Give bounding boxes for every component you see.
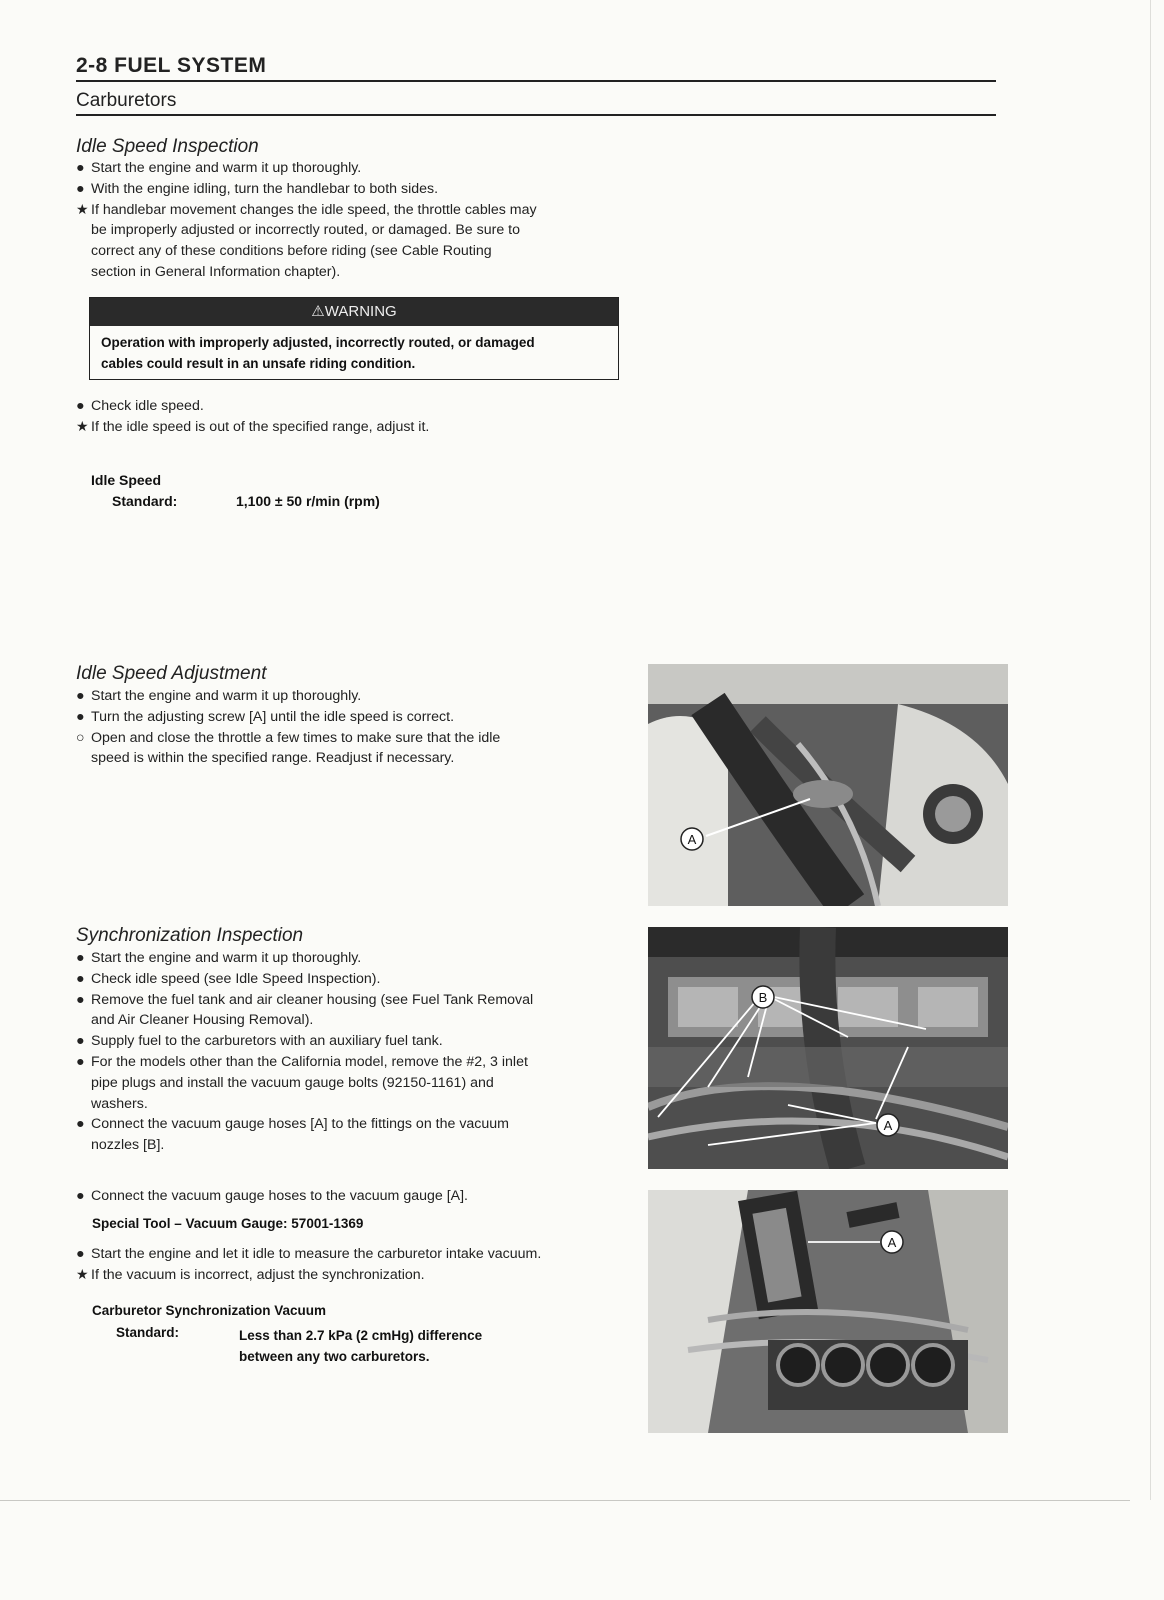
photo-vacuum-nozzles [648,927,1008,1169]
measure-vacuum-steps [76,1244,621,1286]
callout-label-b: B [758,990,768,1005]
spec-sync-vacuum-title: Carburetor Synchronization Vacuum [92,1303,327,1318]
step-continuation: be improperly adjusted or incorrectly routed, or damaged. Be sure to [91,222,520,239]
step: ● Supply fuel to the carburetors with an auxiliary fuel tank. [76,1033,443,1050]
step-continuation: washers. [91,1095,148,1112]
warning-label: WARNING [324,303,397,320]
special-tool: Special Tool – Vacuum Gauge: 57001-1369 [92,1216,364,1231]
step: ○ Open and close the throttle a few times to make sure that the idle [76,729,501,746]
section-rule [76,114,996,116]
page-edge-vertical [1150,0,1151,1500]
step-continuation: nozzles [B]. [91,1137,165,1154]
step: ★ If the idle speed is out of the specified range, adjust it. [76,418,430,435]
warning-box [89,297,619,380]
step: ★ If handlebar movement changes the idle speed, the throttle cables may [76,201,537,218]
step: ● Connect the vacuum gauge hoses [A] to the fittings on the vacuum [76,1116,509,1133]
warning-text: Operation with improperly adjusted, incorrectly routed, or damaged cables could result in an unsafe riding condition. [101,335,535,371]
step: ● Connect the vacuum gauge hoses to the vacuum gauge [A]. [76,1188,469,1204]
step-continuation: correct any of these conditions before riding (see Cable Routing [91,243,492,260]
warning-header [90,298,618,326]
vacuum-gauge-step [76,1186,621,1207]
callout-label-a: A [883,1118,893,1133]
idle-inspection-steps [76,158,621,283]
heading-idle-speed-inspection: Idle Speed Inspection [76,136,259,157]
heading-idle-speed-adjustment: Idle Speed Adjustment [76,663,267,684]
photo-vacuum-gauge [648,1190,1008,1433]
header-rule [76,80,996,82]
spec-idle-speed-label: Standard: [112,493,178,509]
idle-adjustment-steps [76,686,621,769]
step: ● With the engine idling, turn the handlebar to both sides. [76,180,439,197]
idle-check-steps [76,396,621,438]
heading-synchronization-inspection: Synchronization Inspection [76,925,304,946]
step: ● For the models other than the California model, remove the #2, 3 inlet [76,1053,528,1070]
step-continuation: pipe plugs and install the vacuum gauge bolts (92150-1161) and [91,1074,494,1091]
step-continuation: speed is within the specified range. Readjust if necessary. [91,750,455,767]
step: ● Start the engine and warm it up thoroughly. [76,950,362,966]
spec-sync-vacuum-label: Standard: [116,1325,180,1340]
section-title: Carburetors [76,90,177,111]
step-continuation: section in General Information chapter). [91,263,341,280]
spec-sync-vacuum-value: Less than 2.7 kPa (2 cmHg) difference between any two carburetors. [239,1328,483,1364]
step: ● Start the engine and let it idle to measure the carburetor intake vacuum. [76,1246,542,1262]
step-continuation: and Air Cleaner Housing Removal). [91,1012,314,1029]
spec-idle-speed-title: Idle Speed [91,472,162,488]
step: ● Check idle speed. [76,398,204,414]
photo-idle-adjusting-screw [648,664,1008,906]
step: ● Start the engine and warm it up thoroughly. [76,160,362,176]
warning-triangle-icon: ⚠ [311,303,325,320]
step: ● Turn the adjusting screw [A] until the idle speed is correct. [76,708,455,725]
page-edge-line [0,1500,1130,1501]
callout-label-a: A [687,832,697,847]
step: ● Remove the fuel tank and air cleaner housing (see Fuel Tank Removal [76,991,534,1008]
sync-inspection-steps [76,948,621,1156]
step: ● Check idle speed (see Idle Speed Inspection). [76,970,381,987]
step: ★ If the vacuum is incorrect, adjust the synchronization. [76,1266,425,1283]
spec-idle-speed-value: 1,100 ± 50 r/min (rpm) [236,493,380,509]
page-header-title: 2-8 FUEL SYSTEM [76,54,267,77]
callout-label-a: A [887,1235,897,1250]
step: ● Start the engine and warm it up thoroughly. [76,688,362,704]
